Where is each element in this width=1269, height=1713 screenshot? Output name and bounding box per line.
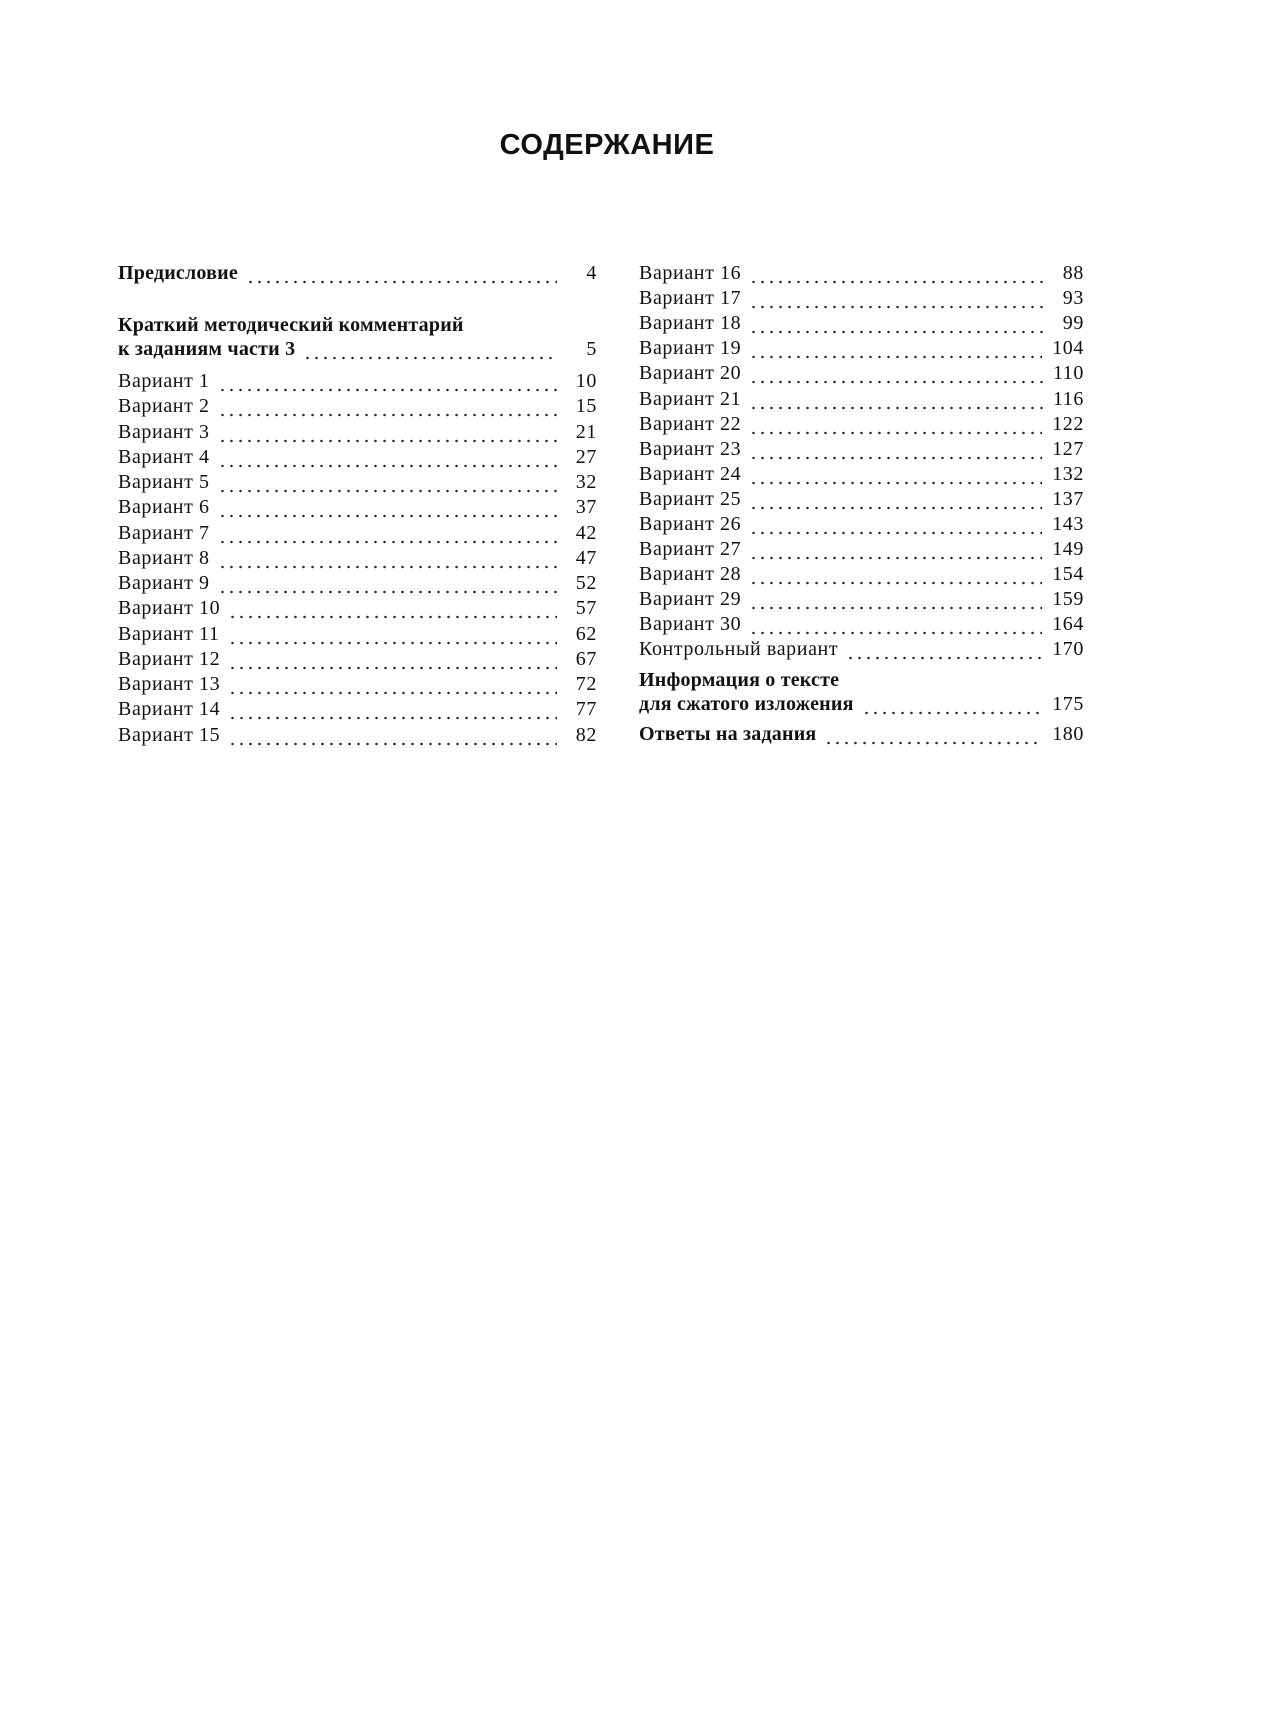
toc-entry-page: 37 — [575, 496, 597, 519]
toc-entry-page: 132 — [1052, 462, 1084, 485]
dot-leader — [246, 261, 557, 286]
toc-entry-label: к заданиям части 3 — [118, 338, 296, 360]
dot-leader — [749, 286, 1044, 311]
toc-entry-label: Вариант 16 — [639, 262, 742, 284]
dot-leader — [218, 369, 557, 394]
dot-leader — [749, 537, 1042, 562]
dot-leader — [228, 622, 558, 647]
toc-entry-page: 154 — [1052, 563, 1084, 586]
toc-entry-label: Вариант 15 — [118, 723, 221, 746]
dot-leader — [824, 722, 1042, 747]
toc-entry-label: Вариант 5 — [118, 471, 210, 493]
dot-leader — [749, 261, 1044, 286]
toc-entry[interactable] — [118, 470, 597, 495]
toc-entry-label: Вариант 17 — [639, 287, 742, 310]
toc-entry[interactable] — [639, 637, 1084, 662]
toc-entry-page: 137 — [1052, 487, 1084, 510]
toc-entry[interactable] — [639, 361, 1084, 386]
toc-entry-label: Вариант 8 — [118, 546, 210, 569]
toc-entry[interactable] — [639, 587, 1084, 612]
toc-entry-label: Вариант 23 — [639, 437, 742, 460]
toc-entry-label: Вариант 13 — [118, 673, 221, 695]
dot-leader — [218, 445, 557, 470]
toc-entry[interactable] — [639, 286, 1084, 311]
toc-entry-page: 116 — [1052, 387, 1084, 410]
dot-leader — [847, 668, 1044, 693]
toc-entry-label: Краткий методический комментарий — [118, 314, 464, 336]
toc-entry-page: 32 — [575, 471, 597, 493]
toc-entry-page: 99 — [1062, 312, 1084, 335]
toc-entry[interactable] — [118, 622, 597, 647]
toc-entry-label: Вариант 30 — [639, 613, 742, 636]
toc-entry-label: Вариант 11 — [118, 622, 220, 645]
dot-leader — [749, 487, 1042, 512]
toc-entry-label: Вариант 28 — [639, 563, 742, 586]
toc-entry-label: Вариант 10 — [118, 597, 221, 620]
toc-entry-label: Вариант 4 — [118, 445, 210, 468]
toc-entry-page: 57 — [575, 597, 597, 620]
dot-leader — [218, 571, 557, 596]
toc-entry-label: Информация о тексте — [639, 669, 840, 691]
toc-entry[interactable] — [639, 437, 1084, 462]
dot-leader — [749, 311, 1044, 336]
toc-entry[interactable] — [118, 672, 597, 697]
toc-entry-label: Контрольный вариант — [639, 638, 839, 660]
dot-leader — [749, 336, 1042, 361]
toc-entry-page: 15 — [575, 395, 597, 418]
dot-leader — [218, 495, 557, 520]
toc-entry-label: Вариант 20 — [639, 362, 742, 385]
toc-entry[interactable] — [639, 462, 1084, 487]
dot-leader — [303, 337, 557, 362]
toc-entry[interactable] — [118, 723, 597, 748]
page-title: СОДЕРЖАНИЕ — [499, 129, 715, 162]
toc-entry[interactable] — [639, 387, 1084, 412]
toc-entry[interactable] — [639, 562, 1084, 587]
toc-entry-page: 175 — [1052, 693, 1084, 715]
toc-entry[interactable] — [639, 692, 1084, 717]
dot-leader — [846, 637, 1042, 662]
toc-entry-label: Вариант 7 — [118, 521, 210, 544]
toc-entry-label: Вариант 18 — [639, 312, 742, 335]
dot-leader — [749, 361, 1043, 386]
toc-entry-label: Вариант 12 — [118, 647, 221, 670]
dot-leader — [218, 521, 557, 546]
toc-entry-page: 143 — [1052, 513, 1084, 535]
toc-entry-page: 149 — [1052, 538, 1084, 561]
toc-entry-label: Вариант 6 — [118, 496, 210, 519]
toc-entry-label: Ответы на задания — [639, 723, 817, 745]
toc-entry-label: для сжатого изложения — [639, 693, 854, 715]
dot-leader — [472, 313, 557, 338]
toc-entry-label: Вариант 9 — [118, 572, 210, 594]
toc-entry-page: 110 — [1052, 362, 1084, 385]
toc-entry-label: Вариант 22 — [639, 412, 742, 435]
dot-leader — [749, 562, 1042, 587]
dot-leader — [218, 420, 557, 445]
dot-leader — [228, 672, 557, 697]
toc-entry[interactable] — [118, 420, 597, 445]
toc-entry-page: 21 — [575, 420, 597, 443]
toc-entry-page: 42 — [575, 521, 597, 544]
dot-leader — [749, 462, 1042, 487]
toc-entry[interactable] — [639, 722, 1084, 747]
toc-entry[interactable] — [118, 495, 597, 520]
toc-entry-label: Вариант 24 — [639, 462, 742, 485]
dot-leader — [218, 470, 557, 495]
toc-entry-label: Вариант 27 — [639, 538, 742, 561]
toc-entry-page: 127 — [1052, 437, 1084, 460]
toc-entry-label: Вариант 29 — [639, 588, 742, 611]
dot-leader — [218, 394, 557, 419]
dot-leader — [749, 412, 1042, 437]
toc-entry-label: Вариант 3 — [118, 420, 210, 443]
dot-leader — [749, 612, 1042, 637]
toc-entry-label: Предисловие — [118, 262, 238, 284]
dot-leader — [228, 723, 557, 748]
toc-entry-page: 5 — [586, 338, 597, 360]
dot-leader — [862, 692, 1043, 717]
toc-entry[interactable] — [118, 369, 597, 394]
toc-entry[interactable] — [639, 612, 1084, 637]
toc-entry-page: 77 — [575, 698, 597, 721]
toc-entry-page: 170 — [1052, 638, 1084, 660]
toc-entry-page: 180 — [1052, 723, 1084, 745]
toc-entry-page: 67 — [575, 647, 597, 670]
toc-entry[interactable] — [118, 337, 597, 362]
toc-entry-page: 52 — [575, 572, 597, 594]
toc-entry[interactable] — [639, 512, 1084, 537]
toc-entry[interactable] — [639, 537, 1084, 562]
toc-entry[interactable] — [118, 596, 597, 621]
toc-entry[interactable] — [118, 313, 597, 338]
dot-leader — [218, 546, 557, 571]
toc-entry[interactable] — [118, 521, 597, 546]
toc-entry[interactable] — [639, 311, 1084, 336]
toc-entry[interactable] — [118, 546, 597, 571]
dot-leader — [228, 596, 557, 621]
toc-entry-page: 122 — [1052, 412, 1084, 435]
toc-entry-page: 47 — [575, 546, 597, 569]
toc-entry-page: 27 — [575, 445, 597, 468]
toc-entry-label: Вариант 2 — [118, 395, 210, 418]
toc-entry-page: 82 — [575, 723, 597, 746]
toc-entry[interactable] — [118, 697, 597, 722]
toc-entry[interactable] — [639, 336, 1084, 361]
toc-entry-page: 93 — [1062, 287, 1084, 310]
toc-entry[interactable] — [118, 571, 597, 596]
toc-entry-label: Вариант 1 — [118, 370, 210, 392]
dot-leader — [749, 587, 1042, 612]
toc-entry-page: 10 — [575, 370, 597, 392]
toc-entry[interactable] — [639, 261, 1084, 286]
toc-entry[interactable] — [639, 668, 1084, 693]
toc-entry-page: 62 — [575, 622, 597, 645]
toc-entry[interactable] — [118, 394, 597, 419]
toc-entry-label: Вариант 26 — [639, 513, 742, 535]
toc-entry[interactable] — [118, 647, 597, 672]
toc-entry[interactable] — [118, 261, 597, 286]
toc-entry-label: Вариант 14 — [118, 698, 221, 721]
toc-entry[interactable] — [639, 412, 1084, 437]
dot-leader — [749, 387, 1043, 412]
dot-leader — [228, 697, 557, 722]
toc-entry-page: 159 — [1052, 588, 1084, 611]
toc-entry-label: Вариант 25 — [639, 487, 742, 510]
dot-leader — [228, 647, 557, 672]
toc-entry-page: 4 — [586, 262, 597, 284]
toc-entry-label: Вариант 21 — [639, 387, 742, 410]
toc-entry-page: 104 — [1052, 337, 1084, 360]
toc-entry-label: Вариант 19 — [639, 337, 742, 360]
toc-entry[interactable] — [639, 487, 1084, 512]
dot-leader — [749, 512, 1042, 537]
toc-entry-page: 164 — [1052, 613, 1084, 636]
dot-leader — [749, 437, 1042, 462]
toc-entry-page: 72 — [575, 673, 597, 695]
toc-entry-page: 88 — [1062, 262, 1084, 284]
toc-entry[interactable] — [118, 445, 597, 470]
